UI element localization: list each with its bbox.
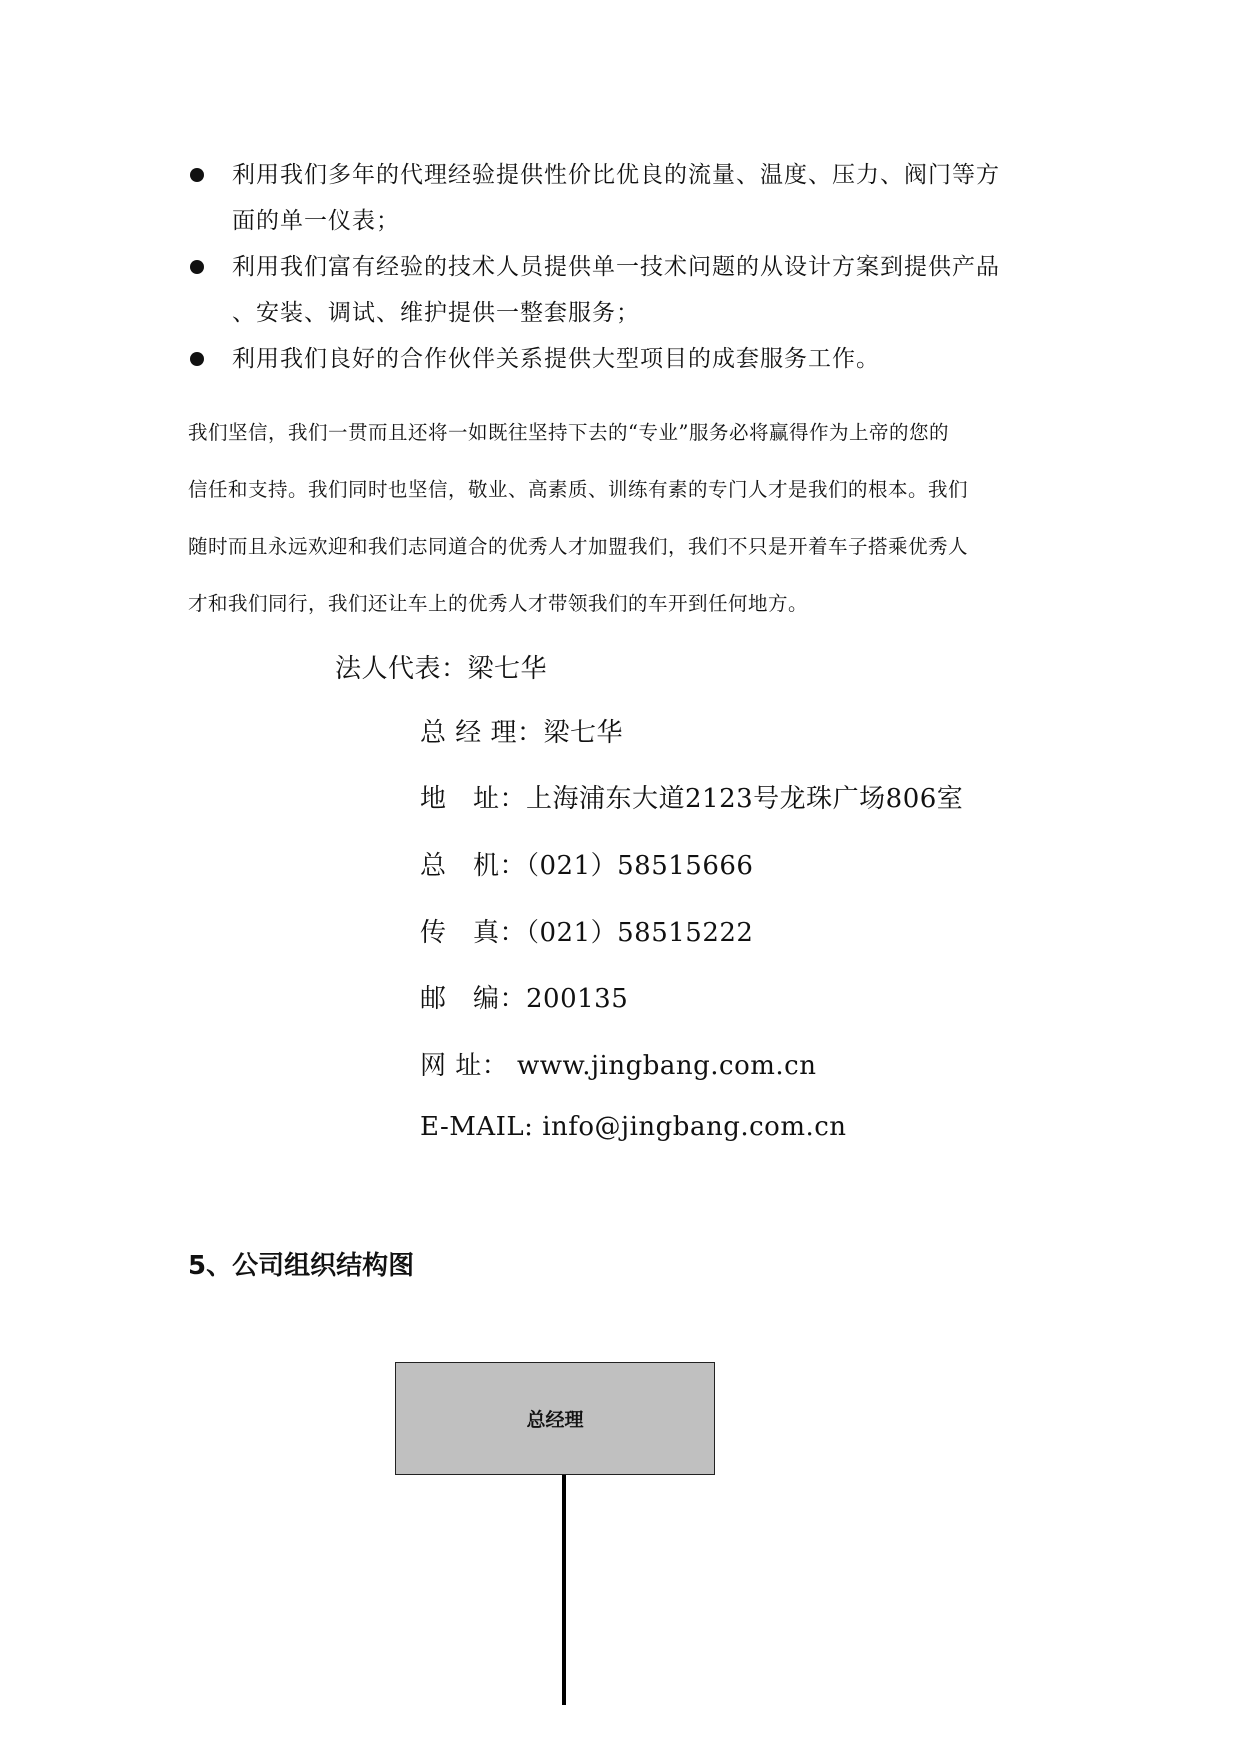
paragraph-line: 随时而且永远欢迎和我们志同道合的优秀人才加盟我们，我们不只是开着车子搭乘优秀人 <box>188 535 969 558</box>
switchboard-phone: 总 机：（021）58515666 <box>420 851 754 881</box>
bullet-item <box>188 244 1048 336</box>
bullet-text-line: 利用我们富有经验的技术人员提供单一技术问题的从设计方案到提供产品 <box>232 254 1000 280</box>
paragraph-line: 我们坚信，我们一贯而且还将一如既往坚持下去的“专业”服务必将赢得作为上帝的您的 <box>188 421 949 444</box>
org-box-label: 总经理 <box>526 1409 584 1431</box>
service-bullet-list <box>188 152 1048 382</box>
bullet-text-line: 、安装、调试、维护提供一整套服务； <box>232 300 640 326</box>
bullet-item <box>188 152 1048 244</box>
bullet-item <box>188 336 1048 382</box>
fax-number: 传 真：（021）58515222 <box>420 918 754 948</box>
section-heading: 5、公司组织结构图 <box>188 1251 415 1281</box>
org-chart-connector-line <box>562 1475 566 1705</box>
bullet-dot-icon <box>190 260 204 274</box>
bullet-text-line: 面的单一仪表； <box>232 208 400 234</box>
bullet-dot-icon <box>190 168 204 182</box>
website: 网 址： www.jingbang.com.cn <box>420 1051 817 1081</box>
email: E-MAIL: info@jingbang.com.cn <box>420 1112 847 1142</box>
paragraph-line: 才和我们同行，我们还让车上的优秀人才带领我们的车开到任何地方。 <box>188 592 809 615</box>
bullet-text-line: 利用我们良好的合作伙伴关系提供大型项目的成套服务工作。 <box>232 346 880 372</box>
bullet-dot-icon <box>190 352 204 366</box>
bullet-text-line: 利用我们多年的代理经验提供性价比优良的流量、温度、压力、阀门等方 <box>232 162 1000 188</box>
org-chart-general-manager-box <box>395 1362 715 1475</box>
legal-representative: 法人代表：梁七华 <box>335 654 548 684</box>
postcode: 邮 编：200135 <box>420 984 629 1014</box>
address: 地 址：上海浦东大道2123号龙珠广场806室 <box>420 784 964 814</box>
general-manager: 总 经 理：梁七华 <box>420 718 624 748</box>
company-statement-paragraph <box>188 404 1048 632</box>
paragraph-line: 信任和支持。我们同时也坚信，敬业、高素质、训练有素的专门人才是我们的根本。我们 <box>188 478 969 501</box>
